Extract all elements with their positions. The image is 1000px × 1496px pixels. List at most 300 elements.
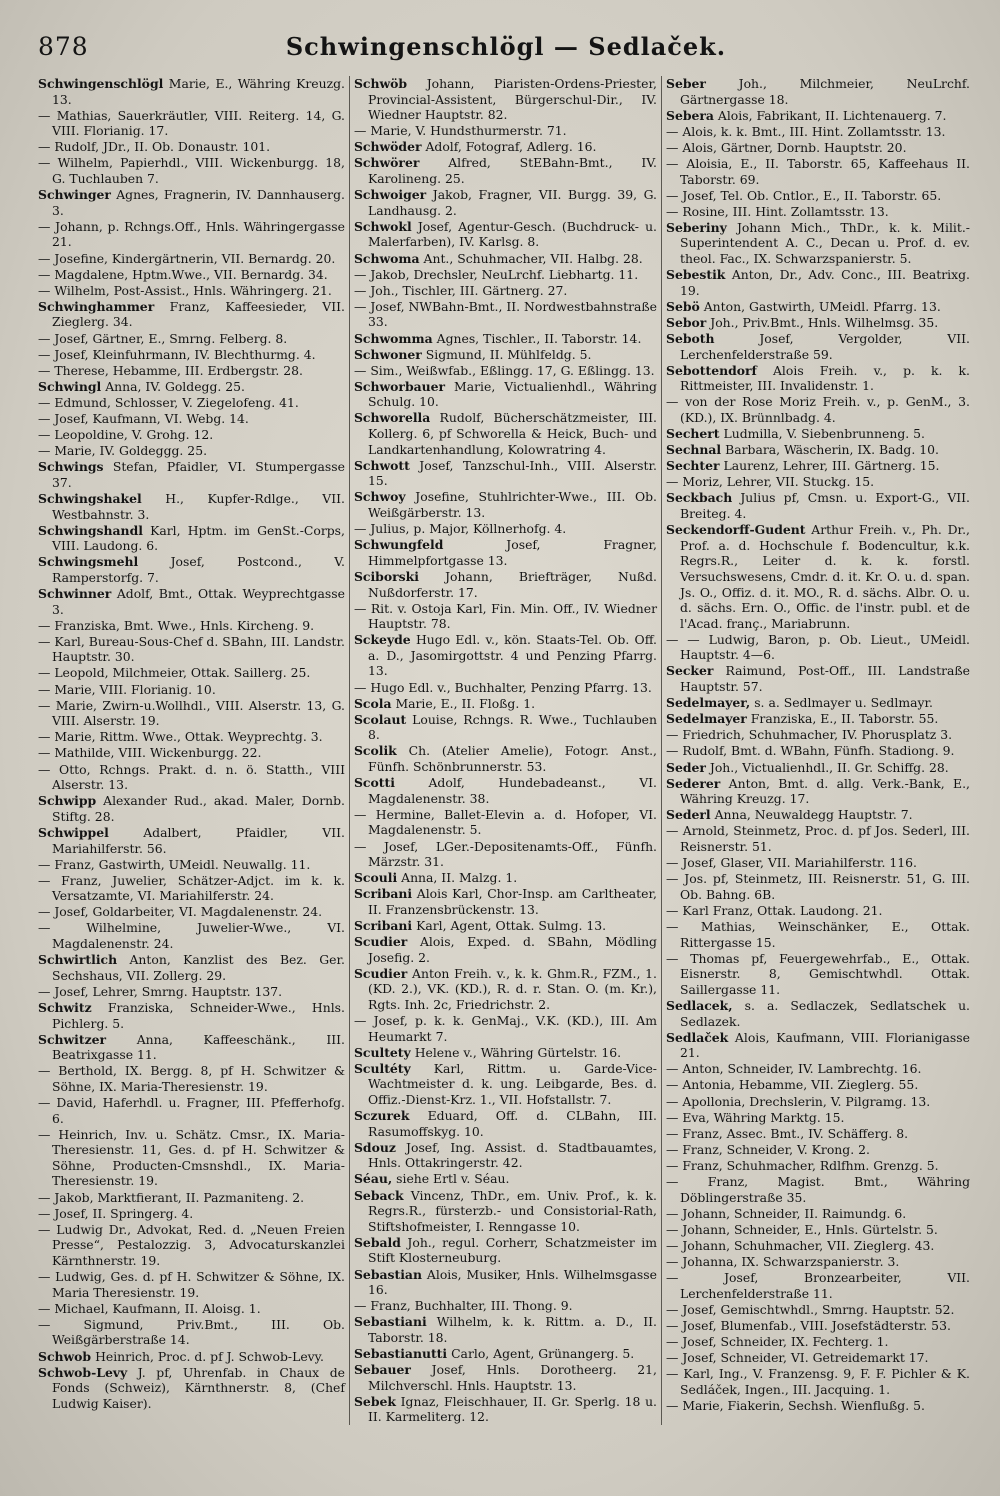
entry-details: — Anton, Schneider, IV. Lambrechtg. 16.	[666, 1061, 922, 1077]
directory-entry	[38, 1190, 345, 1206]
entry-surname: Sebastiani	[353, 1314, 427, 1330]
entry-details: — Alois, Gärtner, Dornb. Hauptstr. 20.	[666, 139, 907, 155]
directory-entry	[666, 903, 970, 919]
directory-entry	[666, 1126, 970, 1142]
directory-entry	[666, 727, 970, 743]
directory-entry	[666, 1061, 970, 1077]
directory-entry	[38, 554, 345, 585]
directory-entry	[354, 712, 657, 743]
entry-details: Joh., Victualienhdl., II. Gr. Schiffg. 28.	[709, 759, 949, 775]
entry-details: Josefine, Stuhlrichter-Wwe., III. Ob. Weißgärberstr. 13.	[367, 489, 657, 521]
entry-details: — Jos. pf, Steinmetz, III. Reisnerstr. 51, G. III. Ob. Bahng. 6B.	[666, 871, 970, 902]
directory-entry	[38, 379, 345, 395]
entry-surname: Sechter	[666, 458, 720, 474]
directory-entry	[354, 839, 657, 870]
entry-details: Josef, Postcond., V. Ramperstorfg. 7.	[52, 554, 345, 585]
entry-details: Ant., Schuhmacher, VII. Halbg. 28.	[423, 250, 643, 266]
directory-entry	[38, 187, 345, 218]
directory-entry	[666, 331, 970, 362]
entry-surname: Scultety	[353, 1044, 411, 1060]
entry-details: Anton, Bmt. d. allg. Verk.-Bank, E., Währing Kreuzg. 17.	[680, 775, 970, 807]
directory-entry	[354, 283, 657, 299]
entry-details: — Johann, Schuhmacher, VII. Zieglerg. 43.	[666, 1237, 935, 1253]
directory-entry	[354, 299, 657, 330]
entry-details: Adolf, Hundebadeanst., VI. Magdalenenstr. 38.	[367, 775, 657, 806]
directory-entry	[354, 331, 657, 347]
entry-details: — Marie, V. Hundsthurmerstr. 71.	[353, 123, 567, 139]
entry-details: — Hugo Edl. v., Buchhalter, Penzing Pfarrg. 13.	[353, 679, 652, 695]
entry-surname: Sederl	[666, 807, 711, 823]
directory-entry	[38, 920, 345, 951]
directory-entry	[666, 695, 970, 711]
entry-details: — Magdalene, Hptm.Wwe., VII. Bernardg. 34.	[38, 266, 328, 282]
directory-entry	[354, 1235, 657, 1266]
directory-entry	[666, 156, 970, 187]
entry-details: — Marie, Rittm. Wwe., Ottak. Weyprechtg. 3.	[38, 729, 323, 745]
directory-entry	[354, 1188, 657, 1235]
directory-entry	[666, 1206, 970, 1222]
entry-surname: Sechert	[666, 426, 720, 442]
entry-surname: Sebek	[353, 1393, 396, 1409]
entry-surname: Sczurek	[353, 1108, 410, 1124]
entry-details: — Apollonia, Drechslerin, V. Pilgramg. 13.	[666, 1093, 931, 1109]
directory-entry	[354, 489, 657, 520]
directory-entry	[354, 458, 657, 489]
entry-details: — Rudolf, Bmt. d. WBahn, Fünfh. Stadiong. 9.	[666, 743, 955, 759]
entry-details: — Sim., Weißwfab., Eßlingg. 17, G. Eßlingg. 13.	[353, 362, 655, 378]
entry-details: Anna, Kaffeeschänk., III. Beatrixgasse 11.	[52, 1031, 345, 1063]
entry-details: Arthur Freih. v., Ph. Dr., Prof. a. d. Hochschule f. Bodencultur, k.k. Regrs.R., Leiter d. k. k. forstl. Versuchswesens, Cmdr. d. it. Kr. O. u. d. span. Js. O., Offiz. d. it. MO., R. d. sächs. Albr. O. u. d. sächs. Ern. O., Offic. de l'instr. publ. et de l'Acad. franç., Mariabrunn.	[680, 522, 970, 631]
directory-entry	[666, 267, 970, 298]
entry-details: — Arnold, Steinmetz, Proc. d. pf Jos. Sederl, III. Reisnerstr. 51.	[666, 823, 970, 854]
entry-surname: Sebö	[666, 298, 700, 314]
directory-entry	[354, 1394, 657, 1425]
directory-entry	[38, 904, 345, 920]
directory-entry	[38, 411, 345, 427]
entry-details: — Johann, Schneider, E., Hnls. Gürtelstr. 5.	[666, 1221, 938, 1237]
entry-details: Alois, Fabrikant, II. Lichtenauerg. 7.	[717, 107, 947, 123]
entry-details: — Marie, Zwirn-u.Wollhdl., VIII. Alserstr. 13, G. VIII. Alserstr. 19.	[38, 697, 345, 729]
directory-entry	[38, 251, 345, 267]
entry-details: — Alois, k. k. Bmt., III. Hint. Zollamtsstr. 13.	[666, 123, 946, 139]
entry-details: Anna, IV. Goldegg. 25.	[105, 378, 245, 394]
entry-details: — Josef, Gärtner, E., Smrng. Felberg. 8.	[38, 330, 288, 346]
entry-surname: Schwungfeld	[353, 537, 444, 553]
entry-surname: Seckendorff-Gudent	[666, 522, 806, 538]
directory-entry	[666, 1334, 970, 1350]
entry-details: Franz, Kaffeesieder, VII. Zieglerg. 34.	[52, 298, 345, 330]
entry-details: — Marie, Fiakerin, Sechsh. Wienflußg. 5.	[666, 1397, 925, 1413]
entry-details: Raimund, Post-Off., III. Landstraße Hauptstr. 57.	[680, 663, 970, 695]
entry-details: — Mathias, Sauerkräutler, VIII. Reiterg. 14, G. VIII. Florianig. 17.	[38, 107, 345, 139]
entry-surname: Scolaut	[353, 711, 407, 727]
directory-entry	[666, 1398, 970, 1414]
entry-details: — Josef, Glaser, VII. Mariahilferstr. 116.	[666, 855, 917, 871]
directory-entry	[354, 632, 657, 679]
entry-details: Anna, Neuwaldegg Hauptstr. 7.	[714, 807, 913, 823]
directory-entry	[354, 918, 657, 934]
entry-surname: Schwöder	[353, 139, 422, 155]
entry-details: Alois, Kaufmann, VIII. Florianigasse 21.	[680, 1029, 970, 1061]
entry-surname: Schwöb	[353, 76, 408, 91]
entry-details: J. pf, Uhrenfab. in Chaux de Fonds (Schweiz), Kärnthnerstr. 8, (Chef Ludwig Kaiser).	[52, 1364, 345, 1411]
entry-surname: Schwomma	[353, 330, 433, 346]
directory-entry	[38, 459, 345, 490]
directory-entry	[666, 1318, 970, 1334]
entry-details: — Marie, VIII. Florianig. 10.	[38, 681, 216, 697]
entry-surname: Sebastian	[353, 1266, 422, 1282]
directory-entry	[38, 363, 345, 379]
entry-surname: Seberiny	[666, 219, 727, 235]
entry-surname: Sckeyde	[353, 632, 411, 648]
entry-details: Franziska, E., II. Taborstr. 55.	[750, 711, 939, 727]
directory-entry	[666, 299, 970, 315]
entry-details: — Josefine, Kindergärtnerin, VII. Bernardg. 20.	[38, 250, 336, 266]
entry-details: Adolf, Fotograf, Adlerg. 16.	[425, 139, 597, 155]
entry-details: — Franz, Assec. Bmt., IV. Schäfferg. 8.	[666, 1125, 909, 1141]
directory-entry	[666, 426, 970, 442]
entry-details: — Josef, LGer.-Depositenamts-Off., Fünfh. Märzstr. 31.	[353, 838, 657, 870]
directory-entry	[38, 1000, 345, 1031]
entry-details: — Franziska, Bmt. Wwe., Hnls. Kircheng. 9.	[38, 617, 315, 633]
entry-details: — Franz, Juwelier, Schätzer-Adjct. im k. k. Versatzamte, VI. Mariahilferstr. 24.	[38, 872, 345, 904]
entry-surname: Sebera	[666, 107, 714, 123]
directory-entry	[666, 220, 970, 267]
directory-entry	[354, 934, 657, 965]
entry-details: Eduard, Off. d. CLBahn, III. Rasumoffskyg. 10.	[367, 1108, 657, 1139]
entry-surname: Sebottendorf	[666, 362, 757, 378]
directory-entry	[666, 140, 970, 156]
entry-surname: Sedlaček	[666, 1029, 729, 1045]
directory-entry	[354, 743, 657, 774]
entry-details: Alfred, StEBahn-Bmt., IV. Karolineng. 25.	[367, 155, 657, 187]
directory-entry	[38, 618, 345, 634]
entry-details: Anton, Kanzlist des Bez. Ger. Sechshaus, VII. Zollerg. 29.	[52, 952, 345, 983]
entry-surname: Schwoma	[353, 250, 420, 266]
entry-surname: Schwings	[38, 459, 104, 475]
column-3	[662, 76, 974, 1425]
directory-entry	[666, 711, 970, 727]
entry-details: — — Ludwig, Baron, p. Ob. Lieut., UMeidl. Hauptstr. 4—6.	[666, 631, 970, 663]
entry-details: Josef, Tanzschul-Inh., VIII. Alserstr. 15.	[367, 457, 657, 489]
entry-details: — Thomas pf, Feuergewehrfab., E., Ottak. Eisnerstr. 8, Gemischtwhdl. Ottak. Saillergasse 11.	[666, 950, 970, 997]
entry-surname: Schwob-Levy	[38, 1364, 128, 1380]
entry-details: — Karl, Bureau-Sous-Chef d. SBahn, III. Landstr. Hauptstr. 30.	[38, 633, 345, 665]
directory-entry	[666, 1094, 970, 1110]
directory-entry	[666, 315, 970, 331]
entry-surname: Schwitzer	[38, 1031, 107, 1047]
entry-details: — Hermine, Ballet-Elevin a. d. Hofoper, VI. Magdalenenstr. 5.	[353, 806, 657, 838]
entry-details: — Johann, p. Rchngs.Off., Hnls. Währingergasse 21.	[38, 218, 345, 250]
entry-details: — Rosine, III. Hint. Zollamtsstr. 13.	[666, 203, 889, 219]
directory-entry	[666, 522, 970, 631]
entry-details: — Josef, Goldarbeiter, VI. Magdalenenstr. 24.	[38, 904, 323, 920]
directory-entry	[38, 443, 345, 459]
entry-details: Marie, Victualienhdl., Währing Schulg. 10.	[367, 378, 657, 410]
entry-details: Johann, Briefträger, Nußd. Nußdorferstr. 17.	[367, 568, 657, 600]
entry-surname: Schwoner	[353, 346, 422, 362]
entry-surname: Sebauer	[353, 1362, 411, 1378]
directory-entry	[38, 793, 345, 824]
entry-surname: Sedlacek,	[666, 997, 733, 1013]
directory-entry	[354, 267, 657, 283]
entry-details: — Friedrich, Schuhmacher, IV. Phorusplatz 3.	[666, 727, 953, 743]
entry-surname: Sedelmayer,	[666, 695, 751, 711]
entry-details: Sigmund, II. Mühlfeldg. 5.	[425, 346, 592, 362]
entry-details: Helene v., Währing Gürtelstr. 16.	[414, 1044, 622, 1060]
directory-entry	[38, 1269, 345, 1300]
directory-entry	[666, 776, 970, 807]
entry-details: Julius pf, Cmsn. u. Export-G., VII. Breiteg. 4.	[680, 490, 970, 522]
directory-entry	[38, 331, 345, 347]
entry-surname: Sechnal	[666, 442, 722, 458]
entry-surname: Schwipp	[38, 793, 97, 809]
entry-surname: Scudier	[353, 965, 408, 981]
directory-entry	[38, 108, 345, 139]
directory-entry	[666, 632, 970, 663]
directory-entry	[354, 1362, 657, 1393]
entry-details: — Marie, IV. Goldeggg. 25.	[38, 443, 208, 459]
entry-details: — Franz, Buchhalter, III. Thong. 9.	[353, 1298, 573, 1314]
directory-entry	[38, 873, 345, 904]
entry-details: Marie, E., Währing Kreuzg. 13.	[52, 76, 345, 107]
entry-details: — Johann, Schneider, II. Raimundg. 6.	[666, 1205, 907, 1221]
entry-surname: Sdouz	[353, 1139, 396, 1155]
entry-details: — Josef, Blumenfab., VIII. Josefstädterstr. 53.	[666, 1317, 951, 1333]
entry-details: — Wilhelm, Papierhdl., VIII. Wickenburgg. 18, G. Tuchlauben 7.	[38, 155, 345, 187]
entry-details: Anna, II. Malzg. 1.	[401, 870, 518, 886]
entry-details: s. a. Sedlaczek, Sedlatschek u. Sedlazek.	[680, 997, 970, 1029]
entry-surname: Schwingenschlögl	[38, 76, 164, 91]
entry-surname: Schwokl	[353, 218, 412, 234]
directory-entry	[666, 1238, 970, 1254]
entry-surname: Schwob	[38, 1348, 92, 1364]
directory-entry	[354, 1298, 657, 1314]
entry-details: — Josef, Gemischtwhdl., Smrng. Hauptstr. 52.	[666, 1301, 955, 1317]
directory-entry	[38, 857, 345, 873]
directory-entry	[354, 187, 657, 218]
entry-surname: Scribani	[353, 917, 413, 933]
entry-details: — Aloisia, E., II. Taborstr. 65, Kaffeehaus II. Taborstr. 69.	[666, 155, 970, 187]
directory-entry	[354, 680, 657, 696]
entry-surname: Seder	[666, 759, 706, 775]
entry-details: — Ludwig, Ges. d. pf H. Schwitzer & Söhne, IX. Maria Theresienstr. 19.	[38, 1269, 345, 1300]
entry-details: Ch. (Atelier Amelie), Fotogr. Anst., Fünfh. Schönbrunnerstr. 53.	[367, 743, 657, 775]
entry-details: Anton, Gastwirth, UMeidl. Pfarrg. 13.	[703, 298, 941, 314]
entry-details: Louise, Rchngs. R. Wwe., Tuchlauben 8.	[367, 711, 657, 743]
directory-entry	[354, 1108, 657, 1139]
entry-details: Karl, Rittm. u. Garde-Vice-Wachtmeister d. k. ung. Leibgarde, Bes. d. Offiz.-Dienst-Krz. 1., VII. Hofstallstr. 7.	[367, 1060, 657, 1107]
directory-entry	[666, 204, 970, 220]
entry-details: Johann Mich., ThDr., k. k. Milit.-Superintendent A. C., Decan u. Prof. d. ev. theol. Fac., IX. Schwarzspanierstr. 5.	[680, 219, 970, 267]
directory-entry	[666, 855, 970, 871]
entry-details: Adolf, Bmt., Ottak. Weyprechtgasse 3.	[52, 586, 345, 617]
directory-entry	[38, 347, 345, 363]
entry-details: — Leopoldine, V. Grohg. 12.	[38, 427, 214, 443]
entry-surname: Schwinghammer	[38, 298, 155, 314]
directory-entry	[354, 807, 657, 838]
directory-entry	[354, 410, 657, 457]
entry-details: — Otto, Rchngs. Prakt. d. n. ö. Statth., VIII Alserstr. 13.	[38, 761, 345, 793]
entry-details: Agnes, Fragnerin, IV. Dannhauserg. 3.	[52, 187, 345, 218]
directory-entry	[666, 76, 970, 107]
entry-surname: Schwingsmehl	[38, 554, 139, 570]
entry-details: — Josef, Kleinfuhrmann, IV. Blechthurmg. 4.	[38, 346, 316, 362]
directory-entry	[354, 155, 657, 186]
directory-entry	[38, 745, 345, 761]
entry-details: Vincenz, ThDr., em. Univ. Prof., k. k. Regrs.R., fürsterzb.- und Consistorial-Rath, Stiftshofmeister, I. Renngasse 10.	[367, 1187, 657, 1234]
directory-entry	[38, 267, 345, 283]
directory-entry	[38, 155, 345, 186]
directory-entry	[666, 474, 970, 490]
entry-surname: Seber	[666, 76, 706, 91]
directory-entry	[354, 521, 657, 537]
directory-entry	[354, 123, 657, 139]
entry-details: — Josef, NWBahn-Bmt., II. Nordwestbahnstraße 33.	[353, 298, 657, 330]
directory-entry	[666, 663, 970, 694]
directory-entry	[354, 537, 657, 568]
directory-entry	[354, 76, 657, 123]
directory-entry	[354, 363, 657, 379]
directory-entry	[666, 1366, 970, 1397]
entry-surname: Scotti	[353, 775, 395, 791]
directory-entry	[354, 1267, 657, 1298]
entry-details: Hugo Edl. v., kön. Staats-Tel. Ob. Off. a. D., Jasomirgottstr. 4 und Penzing Pfarrg. 13.	[367, 632, 657, 679]
entry-surname: Sebald	[353, 1234, 401, 1250]
directory-entry	[666, 1302, 970, 1318]
entry-details: — Joh., Tischler, III. Gärtnerg. 27.	[353, 282, 568, 298]
entry-details: — Jakob, Drechsler, NeuLrchf. Liebhartg. 11.	[353, 266, 639, 282]
entry-details: Marie, E., II. Floßg. 1.	[395, 695, 536, 711]
entry-details: — Josef, p. k. k. GenMaj., V.K. (KD.), III. Am Heumarkt 7.	[353, 1013, 657, 1044]
directory-entry	[38, 698, 345, 729]
entry-details: — Karl, Ing., V. Franzensg. 9, F. F. Pichler & K. Sedláček, Ingen., III. Jacquing. 1.	[666, 1366, 970, 1397]
directory-entry	[666, 1077, 970, 1093]
entry-surname: Schwippel	[38, 824, 109, 840]
entry-surname: Séau,	[353, 1171, 393, 1187]
entry-surname: Schwinger	[38, 187, 111, 203]
entry-details: — Franz, Gastwirth, UMeidl. Neuwallg. 11.	[38, 856, 311, 872]
entry-surname: Sederer	[666, 775, 721, 791]
directory-entry	[354, 1013, 657, 1044]
directory-entry	[38, 523, 345, 554]
entry-details: Heinrich, Proc. d. pf J. Schwob-Levy.	[95, 1348, 324, 1364]
directory-entry	[354, 601, 657, 632]
entry-details: Adalbert, Pfaidler, VII. Mariahilferstr. 56.	[52, 824, 345, 856]
entry-details: Alois Karl, Chor-Insp. am Carltheater, II. Franzensbrückenstr. 13.	[367, 886, 657, 917]
entry-details: Joh., Priv.Bmt., Hnls. Wilhelmsg. 35.	[710, 314, 939, 330]
directory-entry	[666, 442, 970, 458]
directory-entry	[38, 634, 345, 665]
entry-surname: Sebor	[666, 314, 707, 330]
entry-surname: Schworbauer	[353, 378, 446, 394]
directory-entry	[666, 1350, 970, 1366]
directory-entry	[354, 347, 657, 363]
entry-details: — Franz, Magist. Bmt., Währing Döblingerstraße 35.	[666, 1173, 970, 1205]
page-header	[38, 28, 974, 68]
entry-details: Alois, Exped. d. SBahn, Mödling Josefig. 2.	[367, 934, 657, 965]
directory-entry	[666, 124, 970, 140]
entry-details: Josef, Agentur-Gesch. (Buchdruck- u. Malerfarben), IV. Karlsg. 8.	[367, 218, 657, 250]
directory-entry	[38, 139, 345, 155]
directory-entry	[354, 569, 657, 600]
directory-entry	[38, 1032, 345, 1063]
entry-details: Anton, Dr., Adv. Conc., III. Beatrixg. 19.	[680, 267, 970, 298]
entry-details: Alois Freih. v., p. k. k. Rittmeister, III. Invalidenstr. 1.	[680, 362, 970, 394]
page-title: Schwingenschlögl — Sedlaček.	[285, 32, 727, 61]
directory-entry	[666, 807, 970, 823]
entry-details: Jakob, Fragner, VII. Burgg. 39, G. Landhausg. 2.	[367, 187, 657, 218]
entry-details: Josef, Hnls. Dorotheerg. 21, Milchverschl. Hnls. Hauptstr. 13.	[367, 1362, 657, 1393]
entry-details: — Josef, Schneider, IX. Fechterg. 1.	[666, 1333, 889, 1349]
directory-entry	[666, 1158, 970, 1174]
directory-entry	[38, 1206, 345, 1222]
entry-details: — von der Rose Moriz Freih. v., p. GenM., 3. (KD.), IX. Brünnlbadg. 4.	[666, 394, 970, 425]
directory-entry	[666, 919, 970, 950]
directory-entry	[38, 427, 345, 443]
entry-surname: Sciborski	[353, 568, 419, 584]
directory-entry	[354, 139, 657, 155]
entry-details: Josef, Vergolder, VII. Lerchenfelderstraße 59.	[680, 331, 970, 362]
directory-entry	[666, 1254, 970, 1270]
entry-details: — Rudolf, JDr., II. Ob. Donaustr. 101.	[38, 139, 271, 155]
directory-entry	[354, 251, 657, 267]
entry-details: Johann, Piaristen-Ordens-Priester, Provincial-Assistent, Bürgerschul-Dir., IV. Wiedner Hauptstr. 82.	[367, 76, 657, 123]
entry-details: — Therese, Hebamme, III. Erdbergstr. 28.	[38, 362, 303, 378]
entry-details: Alexander Rud., akad. Maler, Dornb. Stiftg. 28.	[52, 793, 345, 824]
entry-details: — Edmund, Schlosser, V. Ziegelofeng. 41.	[38, 394, 299, 410]
entry-details: Wilhelm, k. k. Rittm. a. D., II. Taborstr. 18.	[367, 1314, 657, 1345]
directory-entry	[354, 1346, 657, 1362]
directory-entry	[666, 188, 970, 204]
entry-surname: Schwirtlich	[38, 952, 118, 968]
entry-details: Rudolf, Bücherschätzmeister, III. Kollerg. 6, pf Schworella & Heick, Buch- und Landkartenhandlung, Kolowratring 4.	[367, 410, 657, 457]
entry-details: Josef, Fragner, Himmelpfortgasse 13.	[367, 537, 657, 568]
entry-details: — Eva, Währing Marktg. 15.	[666, 1109, 845, 1125]
directory-entry	[354, 1314, 657, 1345]
entry-details: — Josef, Tel. Ob. Cntlor., E., II. Taborstr. 65.	[666, 187, 942, 203]
column-1	[38, 76, 350, 1425]
entry-surname: Sedelmayer	[666, 711, 747, 727]
page-number: 878	[38, 32, 89, 61]
entry-details: — Michael, Kaufmann, II. Aloisg. 1.	[38, 1300, 261, 1316]
directory-entry	[38, 682, 345, 698]
directory-entry	[666, 394, 970, 425]
directory-entry	[38, 1095, 345, 1126]
entry-surname: Secker	[666, 663, 714, 679]
entry-details: Agnes, Tischler., II. Taborstr. 14.	[436, 330, 642, 346]
entry-surname: Schwinner	[38, 586, 112, 601]
directory-entry	[666, 1142, 970, 1158]
entry-details: — Josef, Kaufmann, VI. Webg. 14.	[38, 410, 249, 426]
directory-entry	[354, 886, 657, 917]
entry-details: Barbara, Wäscherin, IX. Badg. 10.	[725, 442, 939, 458]
directory-entry	[38, 1301, 345, 1317]
directory-entry	[666, 951, 970, 998]
entry-details: Carlo, Agent, Grünangerg. 5.	[451, 1346, 635, 1361]
entry-details: — Josef, Lehrer, Smrng. Hauptstr. 137.	[38, 983, 283, 999]
directory-entry	[38, 491, 345, 522]
directory-entry	[38, 729, 345, 745]
entry-details: Ignaz, Fleischhauer, II. Gr. Sperlg. 18 u. II. Karmeliterg. 12.	[367, 1393, 657, 1425]
entry-details: Stefan, Pfaidler, VI. Stumpergasse 37.	[52, 459, 345, 490]
columns	[38, 76, 974, 1425]
directory-entry	[38, 1349, 345, 1365]
entry-details: — Leopold, Milchmeier, Ottak. Saillerg. 25.	[38, 665, 311, 681]
directory-entry	[666, 1174, 970, 1205]
entry-details: Ludmilla, V. Siebenbrunneng. 5.	[723, 426, 925, 442]
directory-entry	[38, 762, 345, 793]
